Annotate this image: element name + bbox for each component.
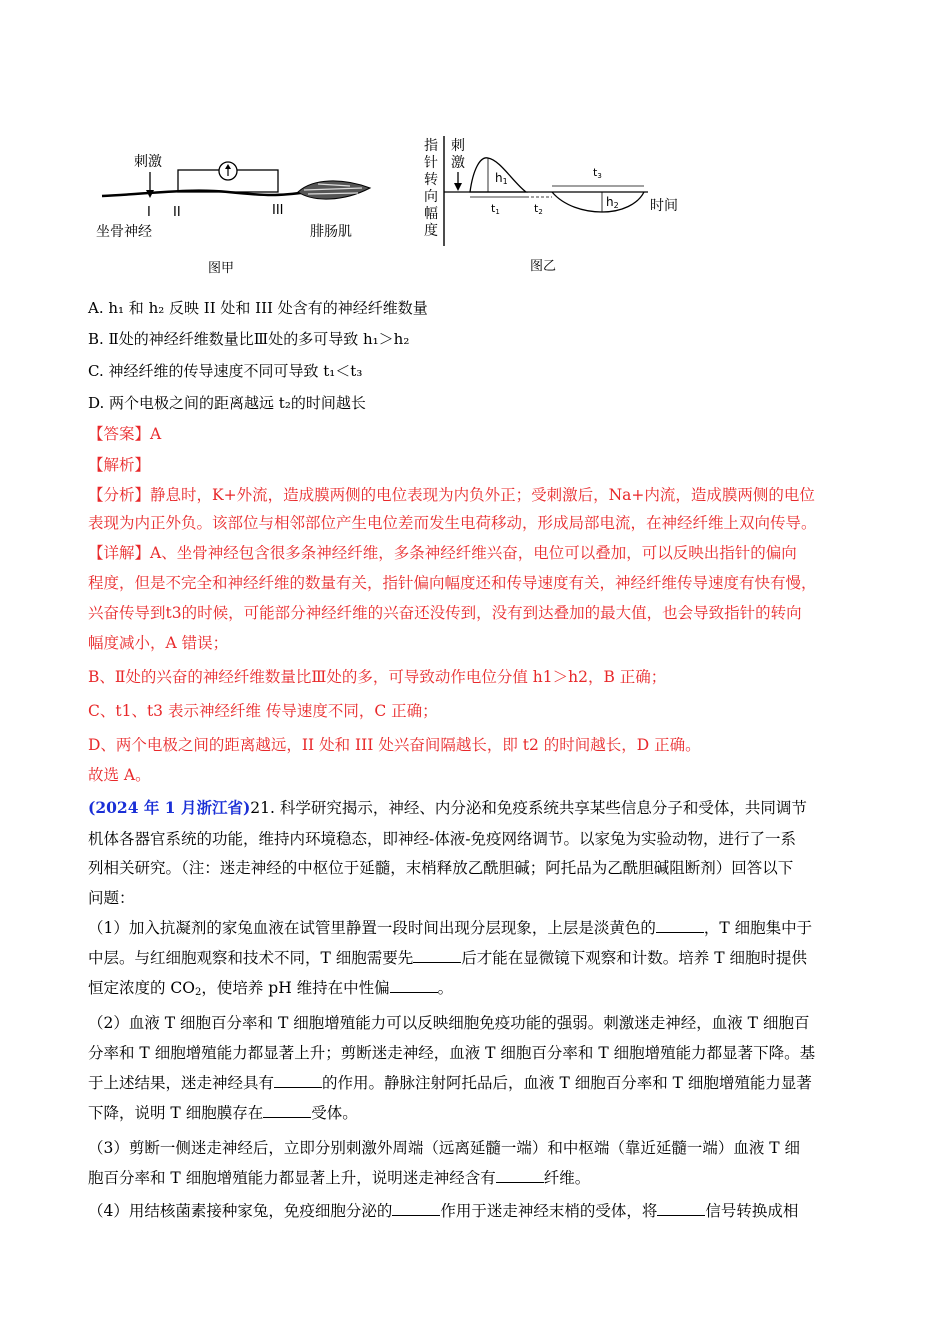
figure-svg (88, 130, 808, 290)
fig-b-caption: 图乙 (530, 259, 557, 274)
option-d: D. 两个电极之间的距离越远 t₂的时间越长 (88, 394, 366, 412)
q21-p4-b: 作用于迷走神经末梢的受体，将 (440, 1202, 658, 1220)
answer-blank[interactable] (656, 918, 704, 933)
q21-p2-f: 受体。 (311, 1104, 358, 1122)
fig-b-yaxis-char-3: 向 (424, 189, 438, 205)
detail-line-d: D、两个电极之间的距离越远，II 处和 III 处兴奋间隔越长，即 t2 的时间越长，D 正确。 (88, 736, 701, 754)
fig-a-label-III: III (272, 203, 284, 218)
q21-part3-line-2 (88, 1167, 590, 1189)
fig-b-t1-text: t (491, 202, 496, 215)
q21-part1-line-1 (88, 917, 812, 939)
answer-blank[interactable] (390, 978, 438, 993)
q21-intro-text-1: 21. 科学研究揭示，神经、内分泌和免疫系统共享某些信息分子和受体，共同调节 (250, 799, 807, 817)
q21-p3-b: 胞百分率和 T 细胞增殖能力都显著上升，说明迷走神经含有 (88, 1169, 496, 1187)
option-b: B. Ⅱ处的神经纤维数量比Ⅲ处的多可导致 h₁＞h₂ (88, 330, 410, 348)
fig-a-muscle-label: 腓肠肌 (310, 224, 352, 240)
fig-b-t3-label (593, 166, 602, 180)
fig-b-t3-text: t (593, 166, 598, 179)
fig-b-arrow-head (454, 183, 462, 191)
q21-p2-e: 下降，说明 T 细胞膜存在 (88, 1104, 264, 1122)
option-c: C. 神经纤维的传导速度不同可导致 t₁＜t₃ (88, 362, 363, 380)
q21-intro-line-3: 列相关研究。（注：迷走神经的中枢位于延髓，末梢释放乙酰胆碱；阿托品为乙酰胆碱阻断剂）回答以下 (88, 859, 794, 877)
q21-p4-a: （4）用结核菌素接种家兔，免疫细胞分泌的 (88, 1202, 393, 1220)
option-a: A. h₁ 和 h₂ 反映 II 处和 III 处含有的神经纤维数量 (88, 299, 428, 317)
q21-p1-d: 后才能在显微镜下观察和计数。培养 T 细胞时提供 (461, 949, 807, 967)
q21-p1-c: 中层。与红细胞观察和技术不同，T 细胞需要先 (88, 949, 414, 967)
answer-blank[interactable] (496, 1168, 544, 1183)
q21-p3-c: 纤维。 (543, 1169, 591, 1187)
q21-p1-f: ，使培养 pH 维持在中性偏 (201, 979, 390, 997)
figure-b (424, 136, 678, 274)
answer-blank[interactable] (263, 1103, 311, 1118)
fig-b-yaxis-char-5: 度 (424, 223, 438, 239)
analysis-heading: 【解析】 (88, 456, 151, 474)
q21-part2-line-3 (88, 1072, 812, 1094)
fig-b-yaxis-char-0: 指 (424, 138, 438, 154)
detail-line-2: 程度，但是不完全和神经纤维的数量有关，指针偏向幅度还和传导速度有关，神经纤维传导速度有快有慢， (88, 574, 817, 592)
q21-p1-a: （1）加入抗凝剂的家兔血液在试管里静置一段时间出现分层现象，上层是淡黄色的 (88, 919, 656, 937)
detail-line-4: 幅度减小，A 错误； (88, 634, 229, 652)
analysis-line-1: 【分析】静息时，K+外流，造成膜两侧的电位表现为内负外正；受刺激后，Na+内流，造成膜两侧的电位 (88, 486, 815, 504)
fig-b-yaxis-char-4: 幅 (424, 206, 438, 222)
q21-p1-e: 恒定浓度的 CO (88, 979, 195, 997)
q21-part2-line-4 (88, 1102, 358, 1124)
q21-p2-d: 的作用。静脉注射阿托品后，血液 T 细胞百分率和 T 细胞增殖能力显著 (322, 1074, 812, 1092)
fig-b-stimulus-char-1: 激 (451, 155, 465, 171)
q21-intro-line-1 (88, 797, 807, 819)
fig-a-stimulus-label: 刺激 (134, 154, 162, 170)
fig-b-t2-sub: 2 (538, 208, 543, 216)
q21-part2-line-1: （2）血液 T 细胞百分率和 T 细胞增殖能力可以反映细胞免疫功能的强弱。刺激迷走神经，血液 T 细胞百 (88, 1014, 810, 1032)
fig-b-h2-sub: 2 (613, 201, 619, 210)
fig-b-yaxis-char-1: 针 (424, 155, 438, 171)
fig-b-h1-sub: 1 (502, 177, 508, 186)
fig-b-h2-label (606, 195, 619, 210)
q21-part2-line-2: 分率和 T 细胞增殖能力都显著上升；剪断迷走神经，血液 T 细胞百分率和 T 细胞增殖能力都显著下降。基 (88, 1044, 816, 1062)
fig-b-h1-label (495, 171, 508, 186)
fig-b-xlabel: 时间 (650, 198, 678, 214)
fig-a-nerve-label: 坐骨神经 (96, 224, 152, 240)
detail-line-3: 兴奋传导到t3的时候，可能部分神经纤维的兴奋还没传到，没有到达叠加的最大值，也会导致指针的转向 (88, 604, 802, 622)
answer-blank[interactable] (392, 1201, 440, 1216)
q21-p1-g: 。 (437, 979, 454, 997)
fig-b-t3-sub: 3 (597, 172, 602, 180)
fig-b-h2-text: h (606, 195, 614, 209)
fig-b-stimulus-char-0: 刺 (451, 138, 465, 154)
q21-p2-c: 于上述结果，迷走神经具有 (88, 1074, 275, 1092)
answer-blank[interactable] (413, 948, 461, 963)
fig-a-caption: 图甲 (208, 261, 235, 276)
fig-a-label-I: I (147, 205, 151, 220)
fig-b-t1-sub: 1 (495, 208, 500, 216)
q21-source: (2024 年 1 月浙江省) (88, 798, 251, 817)
q21-part1-line-2 (88, 947, 807, 969)
fig-b-t1-label (491, 202, 500, 216)
fig-b-yaxis-char-2: 转 (424, 172, 438, 188)
q21-p1-e-sub: 2 (195, 987, 202, 998)
fig-b-negative-wave (552, 192, 644, 212)
analysis-line-2: 表现为内正外负。该部位与相邻部位产生电位差而发生电荷移动，形成局部电流，在神经纤维上双向传导。 (88, 514, 817, 532)
choose-line: 故选 A。 (88, 766, 151, 784)
answer-blank[interactable] (274, 1073, 322, 1088)
q21-intro-line-4: 问题： (88, 889, 135, 907)
detail-line-c: C、t1、t3 表示神经纤维 传导速度不同，C 正确； (88, 702, 438, 720)
q21-intro-line-2: 机体各器官系统的功能，维持内环境稳态，即神经-体液-免疫网络调节。以家兔为实验动物，进行了一系 (88, 830, 796, 848)
fig-b-h1-text: h (495, 171, 503, 185)
q21-p1-b: ，T 细胞集中于 (703, 919, 813, 937)
detail-line-b: B、Ⅱ处的兴奋的神经纤维数量比Ⅲ处的多，可导致动作电位分值 h1＞h2，B 正确； (88, 668, 667, 686)
q21-part1-line-3 (88, 977, 453, 1004)
fig-b-t2-text: t (534, 202, 539, 215)
detail-line-1: 【详解】A、坐骨神经包含很多条神经纤维，多条神经纤维兴奋，电位可以叠加，可以反映出指针的偏向 (88, 544, 797, 562)
figures-area (88, 130, 808, 290)
q21-part3-line-1: （3）剪断一侧迷走神经后，立即分别刺激外周端（远离延髓一端）和中枢端（靠近延髓一端）血液 T 细 (88, 1139, 801, 1157)
q21-p4-c: 信号转换成相 (705, 1202, 799, 1220)
q21-part4-line-1 (88, 1200, 798, 1222)
answer-line: 【答案】A (88, 425, 162, 443)
fig-a-label-II: II (173, 205, 181, 220)
answer-blank[interactable] (657, 1201, 705, 1216)
figure-a (96, 154, 370, 276)
fig-b-t2-label (534, 202, 543, 216)
